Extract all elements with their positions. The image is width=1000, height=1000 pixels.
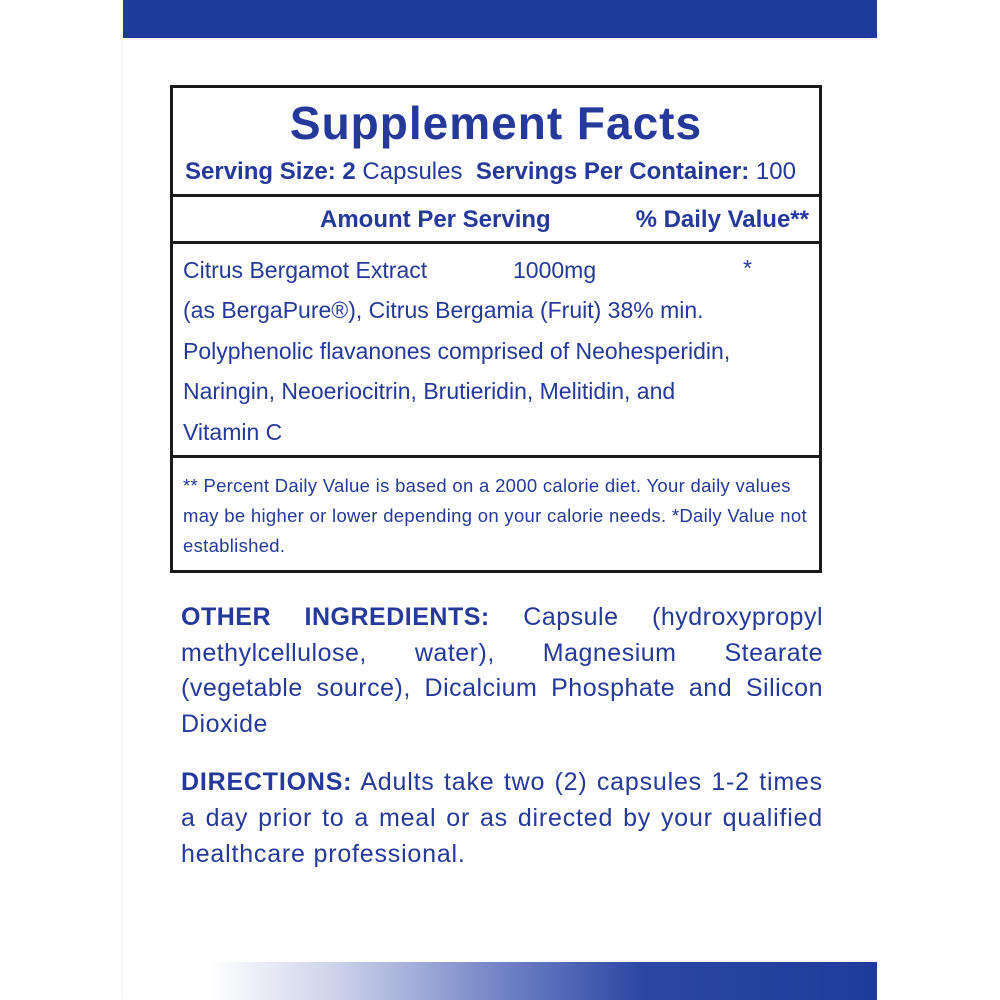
serving-info bbox=[185, 158, 815, 186]
other-ingredients bbox=[181, 600, 823, 742]
ingredient-description-line: Naringin, Neoeriocitrin, Brutieridin, Melitidin, and bbox=[183, 378, 676, 404]
ingredient-row bbox=[183, 250, 815, 452]
serving-size-label: Serving Size: bbox=[185, 158, 336, 185]
directions-label: DIRECTIONS: bbox=[181, 768, 353, 796]
divider bbox=[173, 455, 819, 458]
other-ingredients-label: OTHER INGREDIENTS: bbox=[181, 603, 490, 631]
ingredient-description-line: (as BergaPure®), Citrus Bergamia (Fruit) 38% min. bbox=[183, 297, 704, 323]
facts-title: Supplement Facts bbox=[289, 97, 703, 149]
amount-per-serving-header: Amount Per Serving bbox=[320, 206, 551, 233]
top-color-bar bbox=[123, 0, 877, 38]
servings-per-container-value: 100 bbox=[755, 158, 796, 185]
ingredient-name: Citrus Bergamot Extract bbox=[183, 257, 428, 283]
divider bbox=[173, 241, 819, 244]
supplement-facts-panel bbox=[170, 85, 822, 573]
servings-per-container-label: Servings Per Container: bbox=[475, 158, 750, 185]
bottom-gradient-bar bbox=[210, 962, 877, 1000]
ingredient-description-line: Polyphenolic flavanones comprised of Neohesperidin, bbox=[183, 337, 731, 364]
daily-value-footnote: ** Percent Daily Value is based on a 2000 calorie diet. Your daily values may be higher or lower depending on your calorie needs. *Daily Value not established. bbox=[183, 475, 807, 556]
ingredient-amount: 1000mg bbox=[513, 257, 597, 283]
serving-size-value: 2 Capsules bbox=[342, 158, 463, 185]
ingredient-daily-value: * bbox=[743, 255, 752, 281]
directions bbox=[181, 764, 823, 872]
other-ingredients-text: Capsule (hydroxypropyl methylcellulose, water), Magnesium Stearate (vegetable source), Dicalcium Phosphate and Silicon Dioxide bbox=[181, 603, 824, 738]
daily-value-header: % Daily Value** bbox=[635, 206, 809, 233]
directions-text: Adults take two (2) capsules 1-2 times a day prior to a meal or as directed by your qualified healthcare professional. bbox=[181, 768, 823, 868]
ingredient-description-line: Vitamin C bbox=[183, 418, 283, 445]
amount-header-row bbox=[173, 196, 819, 242]
